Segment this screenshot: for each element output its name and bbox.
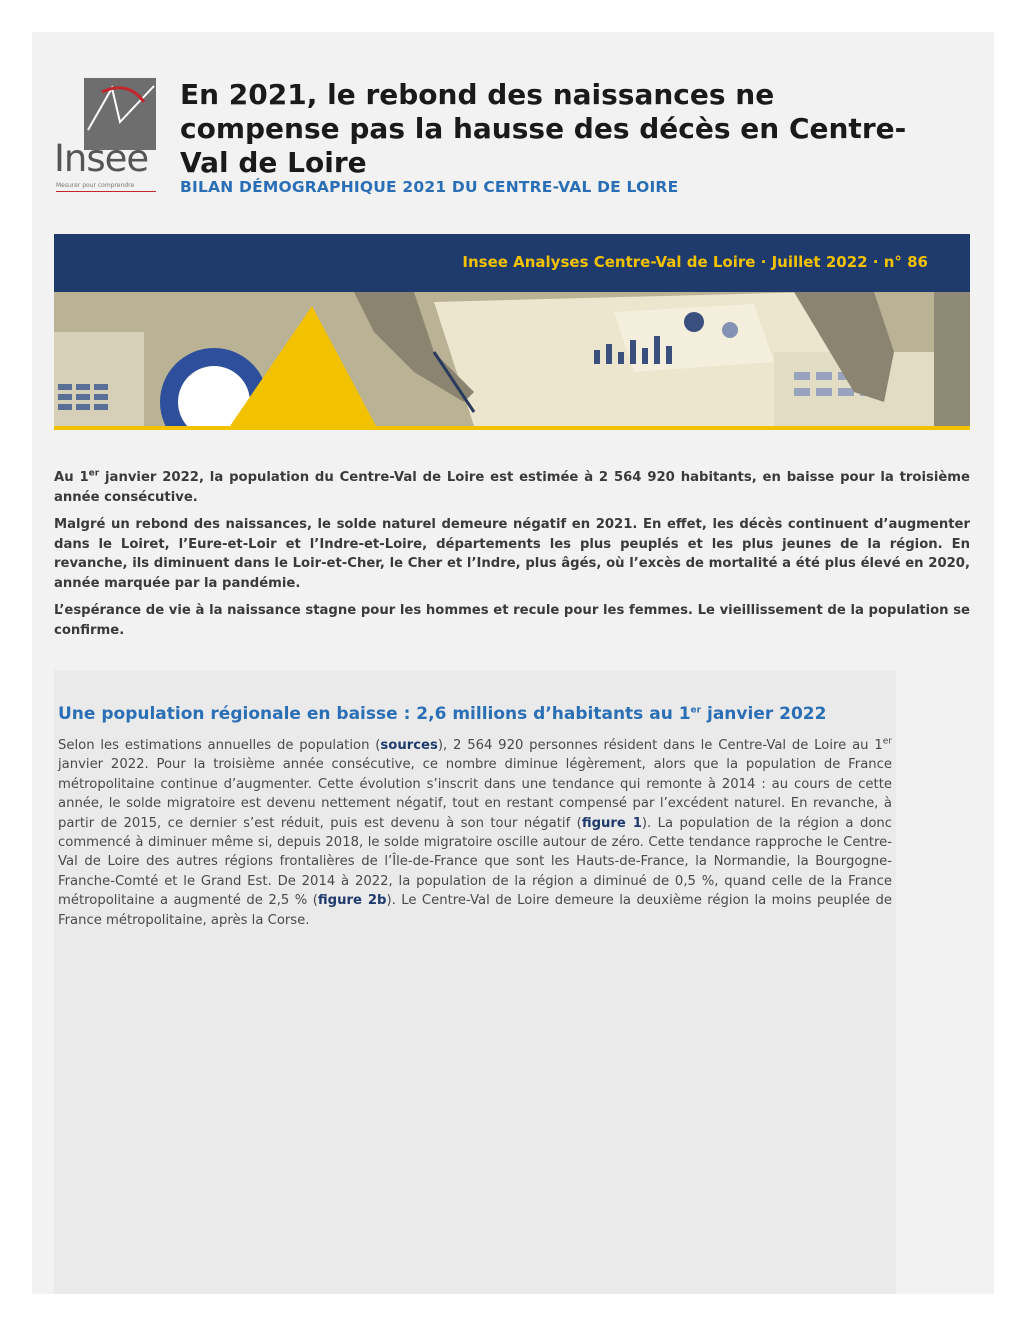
insee-logo[interactable] [54, 76, 158, 226]
insee-wordmark: Insee [54, 137, 149, 180]
banner-illustration-graphic [54, 292, 970, 426]
summary-paragraph-2: Malgré un rebond des naissances, le solde naturel demeure négatif en 2021. En effet, les décès continuent d’augmenter dans le Loiret, l’Eure-et-Loir et l’Indre-et-Loire, départements les plus peuplés et les plus jeunes de la région. En revanche, ils diminuent dans le Loir-et-Cher, le Cher et l’Indre, plus âgés, où l’excès de mortalité a été plus élevé en 2020, année marquée par la pandémie. [54, 517, 970, 591]
sources-link[interactable]: sources [380, 738, 438, 753]
publication-banner [54, 234, 970, 292]
figure-2b-link[interactable]: figure 2b [317, 893, 387, 909]
page-title: En 2021, le rebond des naissances ne compense pas la hausse des décès en Centre-Val de Loire [180, 78, 907, 179]
section-population [54, 670, 896, 1294]
section-body: Selon les estimations annuelles de population (sources), 2 564 920 personnes résident dans le Centre-Val de Loire au 1er janvier 2022. Pour la troisième année consécutive, ce nombre diminue légèrement, alors que la population de France métropolitaine continue d’augmenter. Cette évolution s’inscrit dans une tendance qui remonte à 2014 : au cours de cette année, le solde migratoire est devenu nettement négatif, tout en restant compensé par l’excédent naturel. En revanche, à partir de 2015, ce dernier s’est réduit, puis est devenu à son tour négatif (figure 1). La population de la région a donc commencé à diminuer même si, depuis 2018, le solde migratoire oscille autour de zéro. Cette tendance rapproche le Centre-Val de Loire des autres régions frontalières de l’Île-de-France que sont les Hauts-de-France, la Normandie, la Bourgogne-Franche-Comté et le Grand Est. De 2014 à 2022, la population de la région a diminué de 0,5 %, quand celle de la France métropolitaine a augmenté de 2,5 % (figure 2b). Le Centre-Val de Loire demeure la deuxième région la moins peuplée de France métropolitaine, après la Corse. [58, 736, 892, 928]
summary [54, 468, 970, 648]
logo-underline [56, 191, 156, 192]
section-heading: Une population régionale en baisse : 2,6 millions d’habitants au 1er janvier 2022 [58, 704, 827, 724]
banner-illustration [54, 292, 970, 426]
page-subtitle: BILAN DÉMOGRAPHIQUE 2021 DU CENTRE-VAL DE LOIRE [180, 178, 679, 196]
figure-1-link[interactable]: figure 1 [581, 815, 642, 831]
summary-paragraph-3: L’espérance de vie à la naissance stagne pour les hommes et recule pour les femmes. Le vieillissement de la population se confirme. [54, 603, 970, 638]
document-page [32, 32, 994, 1294]
summary-paragraph-1: Au 1er janvier 2022, la population du Centre-Val de Loire est estimée à 2 564 920 habitants, en baisse pour la troisième année consécutive. [54, 468, 970, 505]
insee-tagline: Mesurer pour comprendre [56, 182, 135, 189]
banner-yellow-rule [54, 426, 970, 430]
publication-label: Insee Analyses Centre-Val de Loire · Juillet 2022 · n° 86 [462, 253, 928, 271]
